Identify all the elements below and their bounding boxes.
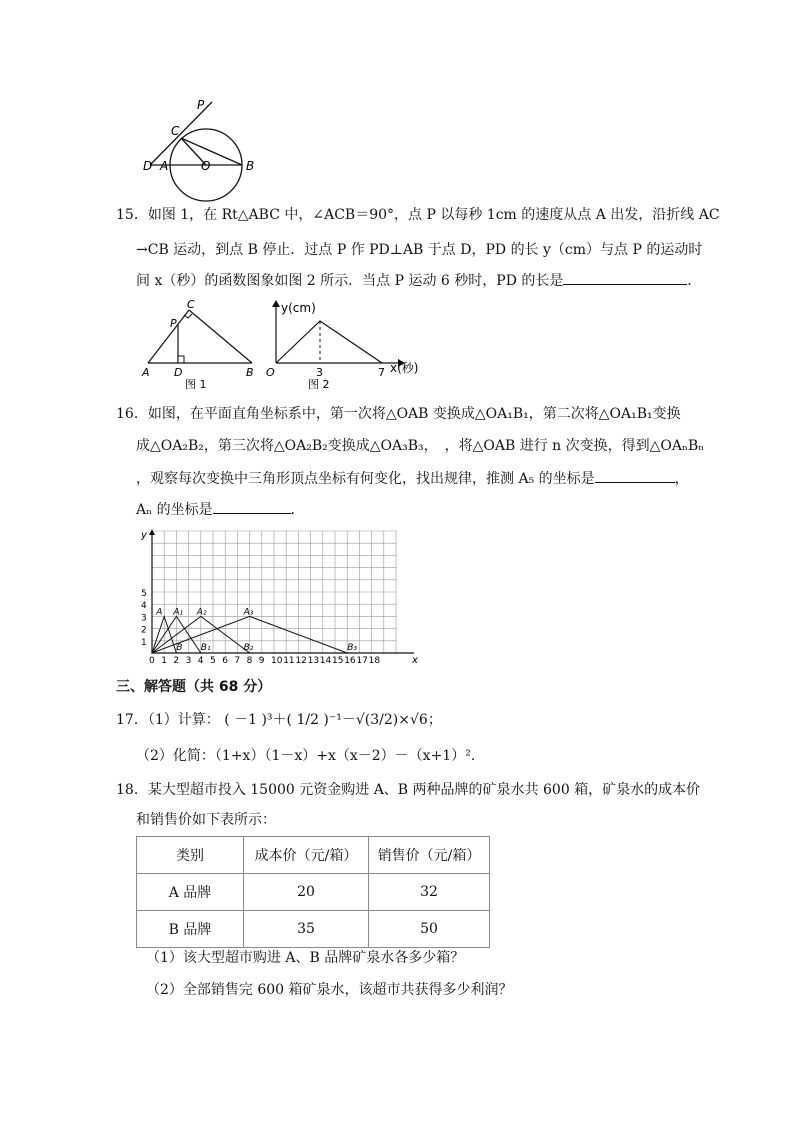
q15-line3-text: 间 x（秒）的函数图象如图 2 所示．当点 P 运动 6 秒时，PD 的长是 [136, 273, 564, 289]
fig2-caption: 图 2 [308, 378, 330, 391]
x-tick-label: 15 [332, 656, 344, 666]
q15-figure1 [140, 298, 262, 392]
x-tick-label: 0 [149, 656, 155, 666]
fig1-label-b: B [246, 366, 254, 379]
x-tick-label: 8 [246, 656, 253, 666]
y-tick-label: 2 [141, 625, 147, 636]
q18-line1: 18．某大型超市投入 15000 元资金购进 A、B 两种品牌的矿泉水共 600 箱，矿泉水的成本价 [116, 782, 701, 798]
fig1-caption: 图 1 [185, 378, 207, 391]
point-label-b: B [176, 643, 183, 653]
point-label-b3: B₃ [347, 643, 357, 653]
label-p: P [197, 98, 205, 112]
table-header-row [137, 837, 490, 874]
q17-part1-expr: ( －1 )³＋( 1/2 )⁻¹－√(3/2)×√6； [224, 712, 442, 728]
q16-an-blank[interactable] [213, 499, 291, 514]
q15-figure2 [262, 298, 430, 392]
x-tick-label: 18 [368, 656, 381, 666]
q16-line4 [136, 499, 305, 520]
table-header: 类别 [137, 837, 244, 874]
table-cell: 50 [369, 911, 490, 948]
price-table [136, 836, 490, 948]
x-tick-label: 10 [271, 656, 283, 666]
q18-sub1: （1）该大型超市购进 A、B 品牌矿泉水各多少箱？ [146, 950, 465, 966]
x-tick-label: 12 [295, 656, 307, 666]
label-d: D [143, 159, 153, 173]
point-label-a1: A₁ [173, 607, 184, 618]
point-label-a3: A₃ [243, 607, 254, 618]
x-tick-label: 3 [185, 656, 192, 666]
q18-line2: 和销售价如下表所示： [136, 812, 276, 828]
q16-line2: 成△OA₂B₂，第三次将△OA₂B₂变换成△OA₃B₃， ，将△OAB 进行 n 次变换，得到△OAₙBₙ [136, 438, 705, 454]
y-axis-arrow [149, 529, 155, 535]
fig1-label-c: C [187, 298, 195, 311]
x-tick-label: 2 [173, 656, 180, 666]
x-axis-label: x [412, 655, 418, 666]
q15-line3 [136, 270, 701, 291]
table-cell: B 品牌 [137, 911, 244, 948]
label-c: C [171, 124, 180, 138]
fig1-label-a: A [142, 366, 150, 379]
x-tick-label: 1 [161, 656, 167, 666]
x-tick-label: 17 [356, 656, 368, 666]
q16-coordinate-grid [136, 527, 436, 667]
table-cell: 20 [244, 874, 369, 911]
y-tick-label: 4 [141, 601, 147, 612]
q17-part2: （2）化简：（1+x）（1－x）+x（x－2）－（x+1）². [136, 748, 476, 764]
table-header: 成本价（元/箱） [244, 837, 369, 874]
table-cell: 35 [244, 911, 369, 948]
point-label-a2: A₂ [196, 607, 207, 618]
q16-line3-end: ， [674, 471, 689, 487]
q16-line4-end: ． [290, 502, 305, 518]
table-header: 销售价（元/箱） [369, 837, 490, 874]
fig2-xlabel: x(秒) [390, 361, 419, 375]
x-tick-label: 14 [319, 656, 332, 666]
circle-figure [140, 98, 270, 202]
q16-line3 [136, 468, 689, 489]
line-cb [181, 138, 242, 165]
fig2-origin: O [266, 366, 275, 379]
fig1-label-d: D [174, 366, 183, 379]
fig2-tick-7: 7 [378, 366, 385, 379]
q16-line4-text: Aₙ 的坐标是 [136, 502, 213, 518]
point-label-b1: B₁ [200, 643, 211, 653]
q17-part1-label: 17．（1）计算： [116, 712, 220, 728]
point-label-a: A [156, 607, 163, 618]
q15-line2: →CB 运动，到点 B 停止．过点 P 作 PD⊥AB 于点 D，PD 的长 y（cm）与点 P 的运动时 [136, 242, 703, 258]
q15-end: ． [687, 273, 702, 289]
fig2-ylabel: y(cm) [281, 301, 316, 315]
y-axis-label: y [141, 530, 147, 541]
fig2-tick-3: 3 [316, 366, 323, 379]
table-row [137, 911, 490, 948]
x-tick-label: 4 [197, 656, 204, 666]
q17-part1 [116, 710, 442, 730]
q16-a5-blank[interactable] [595, 468, 675, 483]
q18-sub2: （2）全部销售完 600 箱矿泉水，该超市共获得多少利润？ [146, 982, 513, 998]
label-b: B [246, 159, 255, 173]
x-tick-label: 9 [258, 656, 265, 666]
q15-answer-blank[interactable] [563, 270, 687, 285]
table-cell: A 品牌 [137, 874, 244, 911]
x-tick-label: 7 [234, 656, 241, 666]
y-tick-label: 1 [141, 637, 147, 648]
x-tick-label: 6 [222, 656, 228, 666]
q16-line1: 16．如图，在平面直角坐标系中，第一次将△OAB 变换成△OA₁B₁，第二次将△OA₁B₁变换 [116, 406, 681, 422]
table-cell: 32 [369, 874, 490, 911]
label-o: O [201, 159, 211, 173]
x-tick-label: 13 [307, 656, 320, 666]
point-label-b2: B₂ [243, 643, 254, 653]
fig1-label-p: P [170, 317, 177, 330]
y-tick-label: 3 [141, 613, 147, 624]
q15-line1: 15．如图 1，在 Rt△ABC 中，∠ACB＝90°，点 P 以每秒 1cm 的速度从点 A 出发，沿折线 AC [116, 207, 720, 223]
x-tick-label: 11 [283, 656, 295, 666]
x-tick-label: 16 [344, 656, 356, 666]
label-a: A [160, 159, 169, 173]
q16-line3-text: ，观察每次变换中三角形顶点坐标有何变化，找出规律，推测 A₅ 的坐标是 [136, 471, 595, 487]
y-tick-label: 5 [141, 589, 147, 599]
x-tick-label: 5 [210, 656, 216, 666]
section-3-title: 三、解答题（共 68 分） [116, 679, 272, 695]
table-row [137, 874, 490, 911]
